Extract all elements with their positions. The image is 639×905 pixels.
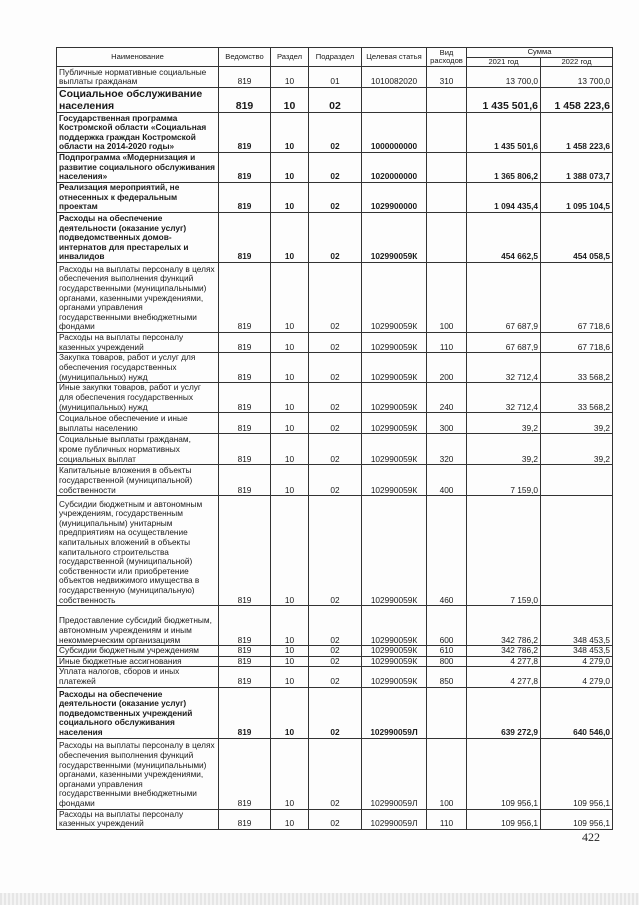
row-target: 102990059Л: [362, 809, 427, 829]
row-name: Расходы на выплаты персоналу казенных учреждений: [57, 809, 219, 829]
row-expense-type: [427, 183, 467, 213]
row-department: 819: [219, 67, 271, 88]
row-sum-2022: 67 718,6: [541, 333, 613, 353]
row-department: 819: [219, 413, 271, 434]
row-name: Государственная программа Костромской области «Социальная поддержка граждан Костромской области на 2014-2020 годы»: [57, 113, 219, 153]
row-sum-2022: 454 058,5: [541, 213, 613, 263]
row-subsection: 02: [309, 738, 362, 809]
table-row: [57, 153, 613, 183]
row-sum-2022: 4 279,0: [541, 667, 613, 687]
table-row: [57, 333, 613, 353]
row-sum-2021: 67 687,9: [467, 263, 541, 333]
row-sum-2021: 7 159,0: [467, 496, 541, 606]
row-expense-type: 320: [427, 434, 467, 465]
row-section: 10: [271, 687, 309, 738]
row-sum-2021: 109 956,1: [467, 809, 541, 829]
table-row: [57, 67, 613, 88]
row-expense-type: 400: [427, 465, 467, 496]
header-year-2021: 2021 год: [467, 57, 541, 67]
row-sum-2022: 39,2: [541, 413, 613, 434]
row-section: 10: [271, 333, 309, 353]
row-expense-type: 310: [427, 67, 467, 88]
row-subsection: 02: [309, 353, 362, 383]
row-subsection: 02: [309, 667, 362, 687]
row-department: 819: [219, 88, 271, 113]
row-section: 10: [271, 153, 309, 183]
row-target: 102990059К: [362, 213, 427, 263]
row-target: 102990059Л: [362, 687, 427, 738]
row-sum-2022: 13 700,0: [541, 67, 613, 88]
row-subsection: 02: [309, 383, 362, 413]
header-department: Ведомство: [219, 48, 271, 67]
table-row: [57, 465, 613, 496]
table-body: [57, 67, 613, 830]
row-sum-2022: 640 546,0: [541, 687, 613, 738]
table-row: [57, 263, 613, 333]
row-expense-type: 100: [427, 263, 467, 333]
row-sum-2022: 4 279,0: [541, 656, 613, 667]
table-row: [57, 353, 613, 383]
row-target: 102990059К: [362, 434, 427, 465]
row-subsection: 01: [309, 67, 362, 88]
row-sum-2021: 32 712,4: [467, 383, 541, 413]
row-name: Расходы на обеспечение деятельности (оказание услуг) подведомственных учреждений социального обслуживания населения: [57, 687, 219, 738]
row-subsection: 02: [309, 113, 362, 153]
row-department: 819: [219, 434, 271, 465]
row-section: 10: [271, 465, 309, 496]
row-expense-type: [427, 113, 467, 153]
row-subsection: 02: [309, 434, 362, 465]
row-subsection: 02: [309, 153, 362, 183]
row-subsection: 02: [309, 606, 362, 646]
row-sum-2022: 348 453,5: [541, 646, 613, 657]
row-sum-2021: 4 277,8: [467, 656, 541, 667]
row-name: Социальные выплаты гражданам, кроме публичных нормативных социальных выплат: [57, 434, 219, 465]
row-section: 10: [271, 413, 309, 434]
row-name: Капитальные вложения в объекты государственной (муниципальной) собственности: [57, 465, 219, 496]
table-row: [57, 687, 613, 738]
row-section: 10: [271, 496, 309, 606]
table-row: [57, 606, 613, 646]
row-sum-2021: 1 435 501,6: [467, 88, 541, 113]
row-department: 819: [219, 183, 271, 213]
row-sum-2021: 67 687,9: [467, 333, 541, 353]
row-expense-type: 200: [427, 353, 467, 383]
row-name: Социальное обслуживание населения: [57, 88, 219, 113]
row-target: 1020000000: [362, 153, 427, 183]
row-name: Закупка товаров, работ и услуг для обеспечения государственных (муниципальных) нужд: [57, 353, 219, 383]
row-target: 102990059К: [362, 496, 427, 606]
row-section: 10: [271, 667, 309, 687]
row-section: 10: [271, 88, 309, 113]
row-name: Расходы на выплаты персоналу в целях обеспечения выполнения функций государственными (муниципальными) органами, казенными учреждениями, органами управления государственными внебюджетными фондами: [57, 738, 219, 809]
table-row: [57, 646, 613, 657]
row-target: 102990059К: [362, 353, 427, 383]
row-subsection: 02: [309, 413, 362, 434]
row-sum-2022: 109 956,1: [541, 809, 613, 829]
row-sum-2021: 7 159,0: [467, 465, 541, 496]
row-sum-2022: 109 956,1: [541, 738, 613, 809]
row-sum-2021: 454 662,5: [467, 213, 541, 263]
row-target: 102990059К: [362, 333, 427, 353]
row-sum-2022: 1 458 223,6: [541, 88, 613, 113]
row-target: 1010082020: [362, 67, 427, 88]
row-sum-2022: 39,2: [541, 434, 613, 465]
row-department: 819: [219, 646, 271, 657]
row-section: 10: [271, 67, 309, 88]
row-section: 10: [271, 353, 309, 383]
table-row: [57, 113, 613, 153]
row-sum-2021: 4 277,8: [467, 667, 541, 687]
row-subsection: 02: [309, 213, 362, 263]
row-section: 10: [271, 606, 309, 646]
row-section: 10: [271, 809, 309, 829]
row-name: Уплата налогов, сборов и иных платежей: [57, 667, 219, 687]
row-name: Расходы на выплаты персоналу в целях обеспечения выполнения функций государственными (муниципальными) органами, казенными учреждениями, органами управления государственными внебюджетными фондами: [57, 263, 219, 333]
row-department: 819: [219, 213, 271, 263]
page-number: 422: [582, 830, 600, 844]
row-expense-type: 460: [427, 496, 467, 606]
row-sum-2022: 67 718,6: [541, 263, 613, 333]
row-target: 102990059К: [362, 413, 427, 434]
row-target: 102990059К: [362, 667, 427, 687]
row-name: Расходы на обеспечение деятельности (оказание услуг) подведомственных домов-интернатов для престарелых и инвалидов: [57, 213, 219, 263]
row-subsection: 02: [309, 263, 362, 333]
header-name: Наименование: [57, 48, 219, 67]
row-subsection: 02: [309, 687, 362, 738]
scan-edge: [0, 893, 639, 905]
header-expense-type: Вид расходов: [427, 48, 467, 67]
row-target: 102990059К: [362, 263, 427, 333]
row-subsection: 02: [309, 465, 362, 496]
row-section: 10: [271, 183, 309, 213]
row-expense-type: 110: [427, 809, 467, 829]
row-name: Субсидии бюджетным и автономным учреждениям, государственным (муниципальным) унитарным предприятиям на осуществление капитальных вложений в объекты капитального строительства государственной (муниципальной) собственности или приобретение объектов недвижимого имущества в государственную (муниципальную) собственность: [57, 496, 219, 606]
row-subsection: 02: [309, 183, 362, 213]
row-sum-2021: 109 956,1: [467, 738, 541, 809]
table-row: [57, 667, 613, 687]
row-department: 819: [219, 113, 271, 153]
row-expense-type: [427, 88, 467, 113]
row-expense-type: 240: [427, 383, 467, 413]
row-expense-type: [427, 213, 467, 263]
row-sum-2022: 1 388 073,7: [541, 153, 613, 183]
row-target: 102990059К: [362, 383, 427, 413]
row-department: 819: [219, 465, 271, 496]
row-target: 1029900000: [362, 183, 427, 213]
row-sum-2021: 342 786,2: [467, 606, 541, 646]
row-section: 10: [271, 646, 309, 657]
row-expense-type: [427, 687, 467, 738]
row-sum-2022: 348 453,5: [541, 606, 613, 646]
row-section: 10: [271, 263, 309, 333]
row-sum-2021: 1 435 501,6: [467, 113, 541, 153]
row-name: Субсидии бюджетным учреждениям: [57, 646, 219, 657]
row-sum-2021: 639 272,9: [467, 687, 541, 738]
row-expense-type: 800: [427, 656, 467, 667]
row-section: 10: [271, 213, 309, 263]
row-department: 819: [219, 606, 271, 646]
row-sum-2022: 33 568,2: [541, 383, 613, 413]
row-sum-2021: 1 365 806,2: [467, 153, 541, 183]
row-subsection: 02: [309, 809, 362, 829]
row-section: 10: [271, 434, 309, 465]
row-target: 102990059К: [362, 465, 427, 496]
row-name: Публичные нормативные социальные выплаты гражданам: [57, 67, 219, 88]
row-sum-2022: 33 568,2: [541, 353, 613, 383]
row-section: 10: [271, 738, 309, 809]
row-name: Иные бюджетные ассигнования: [57, 656, 219, 667]
row-name: Предоставление субсидий бюджетным, автономным учреждениям и иным некоммерческим организациям: [57, 606, 219, 646]
row-target: 102990059К: [362, 656, 427, 667]
table-row: [57, 213, 613, 263]
row-department: 819: [219, 263, 271, 333]
row-target: 102990059К: [362, 606, 427, 646]
row-expense-type: 110: [427, 333, 467, 353]
table-row: [57, 88, 613, 113]
row-section: 10: [271, 656, 309, 667]
row-name: Иные закупки товаров, работ и услуг для обеспечения государственных (муниципальных) нужд: [57, 383, 219, 413]
row-department: 819: [219, 687, 271, 738]
row-subsection: 02: [309, 646, 362, 657]
row-name: Социальное обеспечение и иные выплаты населению: [57, 413, 219, 434]
row-department: 819: [219, 496, 271, 606]
row-sum-2021: 342 786,2: [467, 646, 541, 657]
table-row: [57, 496, 613, 606]
row-expense-type: 100: [427, 738, 467, 809]
header-subsection: Подраздел: [309, 48, 362, 67]
budget-table: [56, 47, 613, 830]
header-sum: Сумма: [467, 48, 613, 58]
table-row: [57, 738, 613, 809]
row-subsection: 02: [309, 656, 362, 667]
row-target: [362, 88, 427, 113]
row-expense-type: 600: [427, 606, 467, 646]
row-name: Подпрограмма «Модернизация и развитие социального обслуживания населения»: [57, 153, 219, 183]
row-sum-2022: [541, 496, 613, 606]
row-department: 819: [219, 656, 271, 667]
row-department: 819: [219, 353, 271, 383]
row-sum-2021: 39,2: [467, 434, 541, 465]
row-subsection: 02: [309, 333, 362, 353]
row-sum-2021: 13 700,0: [467, 67, 541, 88]
row-sum-2022: 1 458 223,6: [541, 113, 613, 153]
table-row: [57, 383, 613, 413]
row-expense-type: 850: [427, 667, 467, 687]
table-row: [57, 183, 613, 213]
row-target: 102990059К: [362, 646, 427, 657]
table-row: [57, 809, 613, 829]
row-expense-type: 610: [427, 646, 467, 657]
row-section: 10: [271, 113, 309, 153]
row-department: 819: [219, 383, 271, 413]
row-target: 1000000000: [362, 113, 427, 153]
header-section: Раздел: [271, 48, 309, 67]
row-expense-type: [427, 153, 467, 183]
row-department: 819: [219, 738, 271, 809]
row-name: Реализация мероприятий, не отнесенных к федеральным проектам: [57, 183, 219, 213]
row-subsection: 02: [309, 496, 362, 606]
row-subsection: 02: [309, 88, 362, 113]
header-target: Целевая статья: [362, 48, 427, 67]
row-name: Расходы на выплаты персоналу казенных учреждений: [57, 333, 219, 353]
row-department: 819: [219, 333, 271, 353]
table-row: [57, 413, 613, 434]
row-sum-2021: 1 094 435,4: [467, 183, 541, 213]
header-year-2022: 2022 год: [541, 57, 613, 67]
table-row: [57, 656, 613, 667]
row-target: 102990059Л: [362, 738, 427, 809]
row-department: 819: [219, 667, 271, 687]
row-section: 10: [271, 383, 309, 413]
row-sum-2021: 39,2: [467, 413, 541, 434]
table-row: [57, 434, 613, 465]
row-department: 819: [219, 153, 271, 183]
row-sum-2021: 32 712,4: [467, 353, 541, 383]
row-expense-type: 300: [427, 413, 467, 434]
row-department: 819: [219, 809, 271, 829]
row-sum-2022: [541, 465, 613, 496]
row-sum-2022: 1 095 104,5: [541, 183, 613, 213]
